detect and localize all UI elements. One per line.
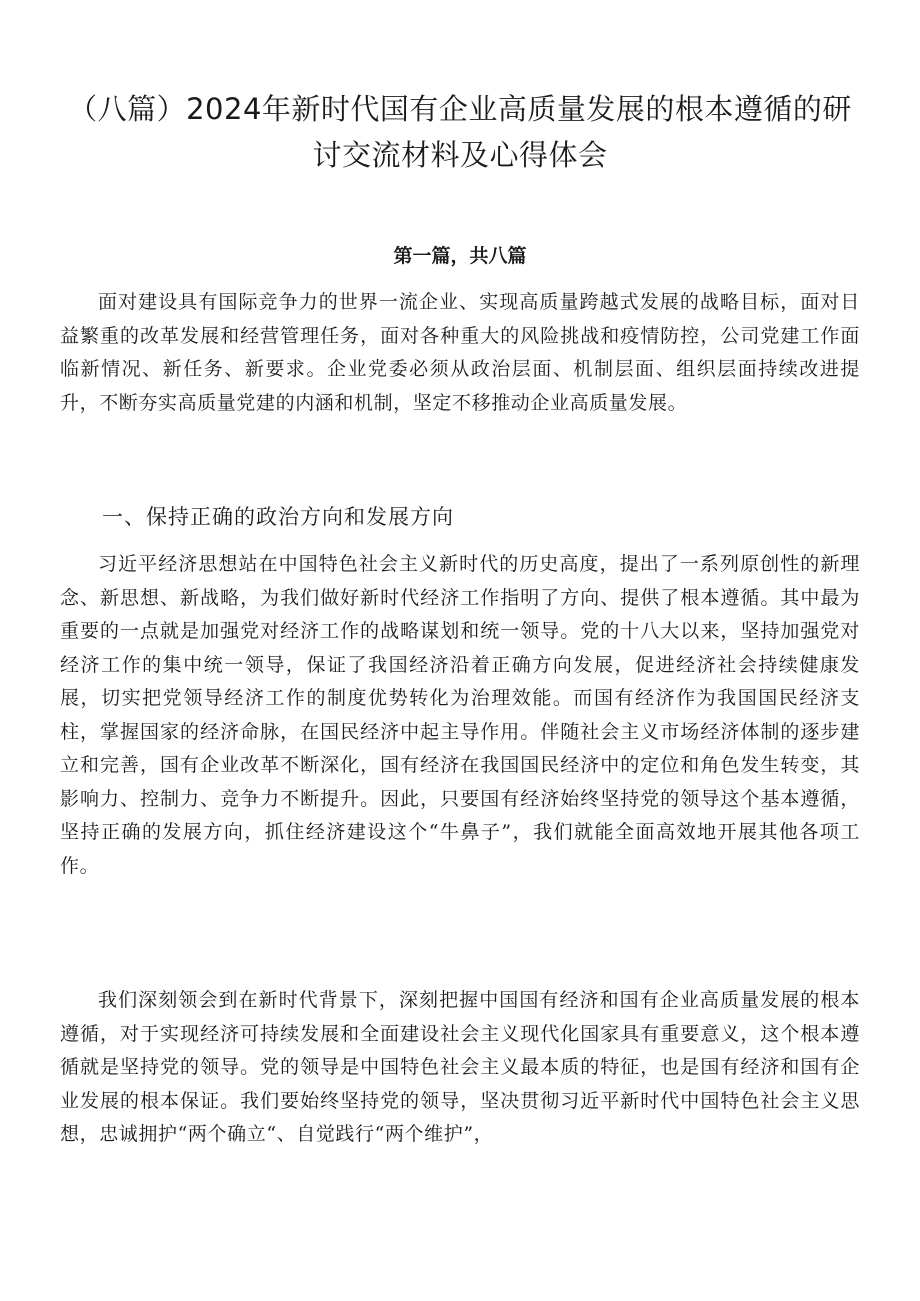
paragraph-intro: 面对建设具有国际竞争力的世界一流企业、实现高质量跨越式发展的战略目标，面对日益繁重的改革发展和经营管理任务，面对各种重大的风险挑战和疫情防控，公司党建工作面临新情况、新任务、新要求。企业党委必须从政治层面、机制层面、组织层面持续改进提升，不断夯实高质量党建的内涵和机制，坚定不移推动企业高质量发展。 xyxy=(60,291,860,414)
paragraph-party-leadership: 我们深刻领会到在新时代背景下，深刻把握中国国有经济和国有企业高质量发展的根本遵循，对于实现经济可持续发展和全面建设社会主义现代化国家具有重要意义，这个根本遵循就是坚持党的领导。党的领导是中国特色社会主义最本质的特征，也是国有经济和国有企业发展的根本保证。我们要始终坚持党的领导，坚决贯彻习近平新时代中国特色社会主义思想，忠诚拥护“两个确立“、自觉践行“两个维护”， xyxy=(60,989,860,1145)
subheading-political-direction: 一、保持正确的政治方向和发展方向 xyxy=(102,505,454,529)
paragraph-economic-thought: 习近平经济思想站在中国特色社会主义新时代的历史高度，提出了一系列原创性的新理念、新思想、新战略，为我们做好新时代经济工作指明了方向、提供了根本遵循。其中最为重要的一点就是加强党对经济工作的战略谋划和统一领导。党的十八大以来，坚持加强党对经济工作的集中统一领导，保证了我国经济沿着正确方向发展，促进经济社会持续健康发展，切实把党领导经济工作的制度优势转化为治理效能。而国有经济作为我国国民经济支柱，掌握国家的经济命脉，在国民经济中起主导作用。伴随社会主义市场经济体制的逐步建立和完善，国有企业改革不断深化，国有经济在我国国民经济中的定位和角色发生转变，其影响力、控制力、竞争力不断提升。因此，只要国有经济始终坚持党的领导这个基本遵循，坚持正确的发展方向，抓住经济建设这个“牛鼻子”，我们就能全面高效地开展其他各项工作。 xyxy=(60,553,860,877)
document-title: （八篇）2024年新时代国有企业高质量发展的根本遵循的研讨交流材料及心得体会 xyxy=(68,92,852,172)
section-heading: 第一篇，共八篇 xyxy=(393,245,527,267)
